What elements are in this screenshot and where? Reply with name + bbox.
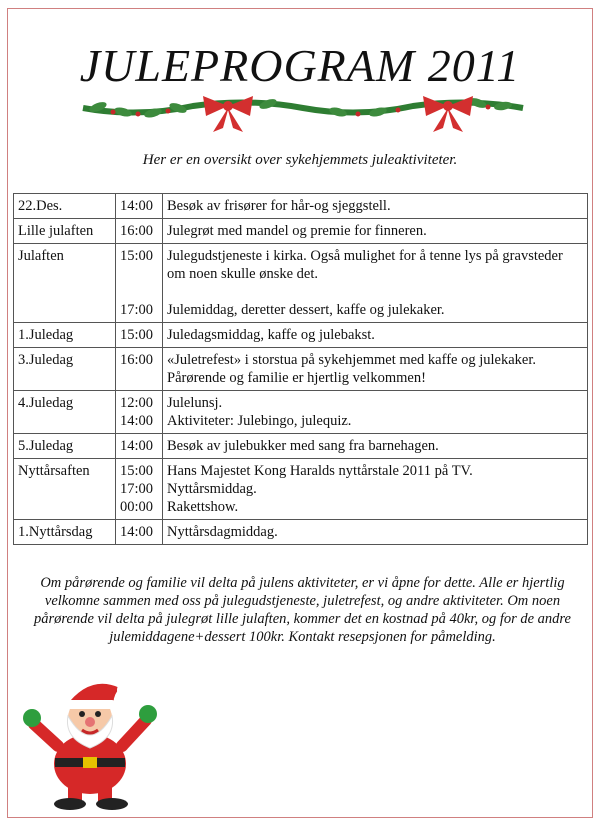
day-cell: Lille julaften [14,219,116,244]
table-row [14,434,588,459]
activity-text: Julemiddag, deretter dessert, kaffe og julekaker. [167,302,445,318]
time-value: 15:00 [120,248,154,264]
santa-claus-icon [20,676,170,812]
activity-text: Julegudstjeneste i kirka. Også mulighet for å tenne lys på gravsteder om noen skulle ønske det. [167,248,563,282]
christmas-garland-icon [78,94,528,136]
day-cell: 5.Juledag [14,434,116,459]
time-cell [116,244,163,323]
footer-note: Om pårørende og familie vil delta på julens aktiviteter, er vi åpne for dette. Alle er hjertlig velkomne sammen med oss på julegudstjeneste, juletrefest, og andre aktiviteter. Om noen pårørende vil delta på julegrøt lille julaften, kommer det en kostnad på 40kr, og for de andre julemiddagene+dessert 100kr. Kontakt resepsjonen for påmelding. [34,575,571,645]
time-cell: 15:00 [116,323,163,348]
time-cell: 14:00 [116,194,163,219]
day-cell: Julaften [14,244,116,323]
day-cell: 3.Juledag [14,348,116,391]
activity-text: Rakettshow. [167,499,239,515]
table-row [14,391,588,434]
activity-cell: Nyttårsdagmiddag. [163,520,588,545]
activity-cell: «Juletrefest» i storstua på sykehjemmet med kaffe og julekaker. Pårørende og familie er hjertlig velkommen! [163,348,588,391]
table-row [14,244,588,323]
time-value: 15:00 [120,463,154,479]
activity-cell: Juledagsmiddag, kaffe og julebakst. [163,323,588,348]
activity-cell [163,459,588,520]
activity-cell: Besøk av frisører for hår-og sjeggstell. [163,194,588,219]
time-value: 17:00 [120,481,154,497]
time-value: 00:00 [120,499,154,515]
day-cell: Nyttårsaften [14,459,116,520]
intro-text: Her er en oversikt over sykehjemmets juleaktiviteter. [142,152,458,168]
table-row [14,520,588,545]
day-cell: 1.Nyttårsdag [14,520,116,545]
activity-text: Hans Majestet Kong Haralds nyttårstale 2011 på TV. [167,463,473,479]
day-cell: 4.Juledag [14,391,116,434]
time-cell [116,459,163,520]
time-cell: 14:00 [116,434,163,459]
day-cell: 1.Juledag [14,323,116,348]
activity-text: Nyttårsmiddag. [167,481,257,497]
activity-cell [163,244,588,323]
time-value: 17:00 [120,302,154,318]
activity-text: Julelunsj. [167,395,223,411]
activity-cell: Julegrøt med mandel og premie for finneren. [163,219,588,244]
time-cell: 16:00 [116,348,163,391]
table-row [14,348,588,391]
table-row [14,459,588,520]
time-cell [116,391,163,434]
page-title: JULEPROGRAM 2011 [79,40,521,91]
time-value: 14:00 [120,413,154,429]
table-row [14,323,588,348]
time-value: 12:00 [120,395,154,411]
activity-text: Aktiviteter: Julebingo, julequiz. [167,413,352,429]
table-row [14,219,588,244]
time-cell: 16:00 [116,219,163,244]
activity-cell: Besøk av julebukker med sang fra barnehagen. [163,434,588,459]
day-cell: 22.Des. [14,194,116,219]
table-row [14,194,588,219]
program-table [13,193,588,545]
time-cell: 14:00 [116,520,163,545]
activity-cell [163,391,588,434]
